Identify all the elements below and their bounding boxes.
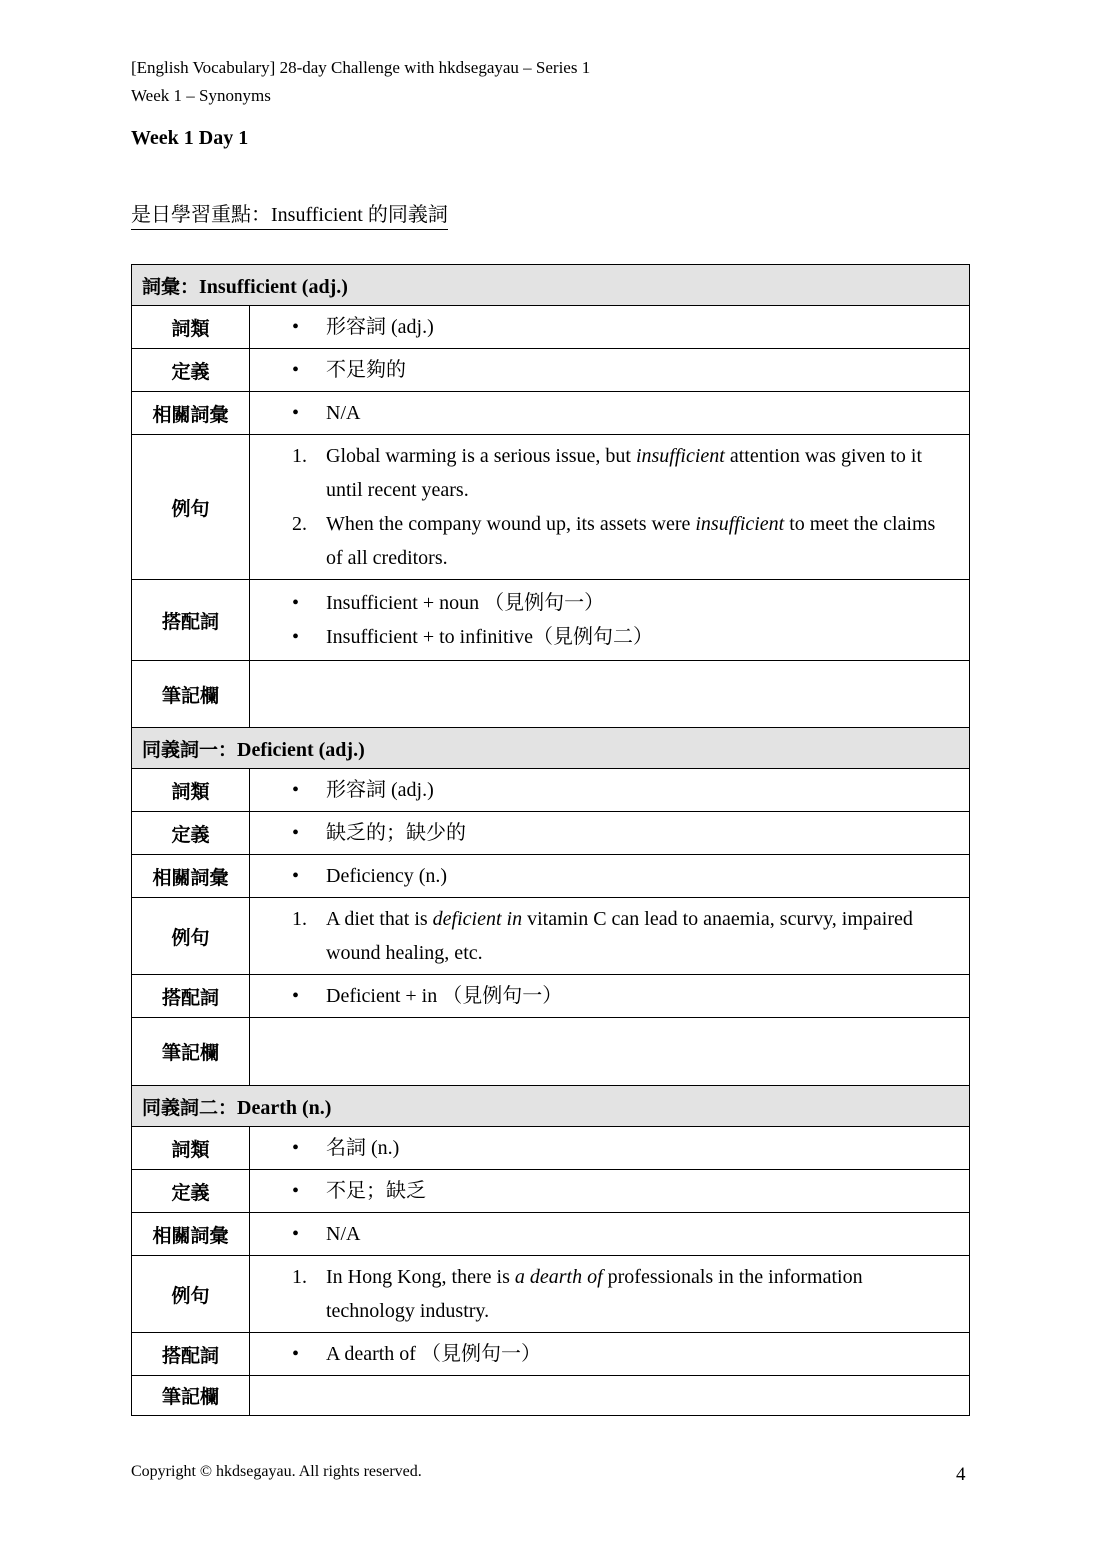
item-text: 名詞 (n.): [326, 1137, 400, 1159]
row-content: [250, 1256, 970, 1333]
section-heading: [132, 265, 970, 306]
item-text: Insufficient + noun （見例句一）: [326, 592, 605, 614]
item-text: N/A: [326, 402, 361, 424]
table-row: [132, 975, 970, 1018]
list-item: [250, 816, 955, 850]
item-text: Deficient + in （見例句一）: [326, 985, 563, 1007]
item-number: 1.: [292, 1266, 307, 1288]
list-item: [250, 902, 955, 970]
item-number: 1.: [292, 908, 307, 930]
table-row: [132, 580, 970, 661]
table-row: [132, 812, 970, 855]
item-text: When the company wound up, its assets were: [326, 513, 696, 535]
highlighted-word: a dearth of: [514, 1266, 603, 1288]
row-content: [250, 769, 970, 812]
list-item: [250, 1217, 955, 1251]
row-label: 例句: [132, 898, 250, 975]
row-label: 詞類: [132, 306, 250, 349]
row-content: [250, 898, 970, 975]
row-label: 詞類: [132, 769, 250, 812]
item-text: to meet the claims of all creditors.: [326, 513, 936, 569]
row-content: [250, 855, 970, 898]
list-item: [250, 439, 955, 507]
row-content: [250, 580, 970, 661]
section-header-row: [132, 1086, 970, 1127]
table-row: [132, 349, 970, 392]
table-row: [132, 392, 970, 435]
item-text: Deficiency (n.): [326, 865, 448, 887]
table-row: [132, 1170, 970, 1213]
row-label: 筆記欄: [132, 1376, 250, 1416]
row-label: 筆記欄: [132, 1018, 250, 1086]
table-row: [132, 306, 970, 349]
list-item: [250, 620, 955, 654]
row-label: 搭配詞: [132, 580, 250, 661]
section-heading-word: Insufficient (adj.): [199, 275, 348, 298]
list-item: [250, 979, 955, 1013]
row-label: 相關詞彙: [132, 392, 250, 435]
item-number: 1.: [292, 445, 307, 467]
table-row: [132, 855, 970, 898]
row-content: [250, 435, 970, 580]
row-content: [250, 1213, 970, 1256]
bullet-icon: •: [292, 402, 300, 424]
item-text: N/A: [326, 1223, 361, 1245]
item-text: A dearth of （見例句一）: [326, 1343, 541, 1365]
highlighted-word: insufficient: [635, 445, 725, 467]
section-heading-zh: 同義詞一：: [142, 738, 238, 761]
notes-field: [250, 1376, 970, 1416]
table-row: [132, 661, 970, 728]
notes-field: [250, 661, 970, 728]
row-content: [250, 306, 970, 349]
item-text: Global warming is a serious issue, but: [326, 445, 636, 467]
bullet-icon: •: [292, 865, 300, 887]
list-item: [250, 1337, 955, 1371]
bullet-icon: •: [292, 316, 300, 338]
row-content: [250, 1333, 970, 1376]
section-heading-word: Deficient (adj.): [237, 738, 365, 761]
item-text: Insufficient + to infinitive（見例句二）: [326, 626, 653, 648]
list-item: [250, 353, 955, 387]
page-number: 4: [956, 1464, 966, 1485]
bullet-icon: •: [292, 626, 300, 648]
list-item: [250, 1131, 955, 1165]
page-title: Week 1 Day 1: [131, 127, 249, 149]
row-label: 相關詞彙: [132, 1213, 250, 1256]
table-row: [132, 1127, 970, 1170]
item-text: 缺乏的；缺少的: [326, 822, 466, 844]
bullet-icon: •: [292, 985, 300, 1007]
row-label: 詞類: [132, 1127, 250, 1170]
row-label: 搭配詞: [132, 975, 250, 1018]
row-content: [250, 1127, 970, 1170]
list-item: [250, 1260, 955, 1328]
list-item: [250, 396, 955, 430]
row-label: 定義: [132, 812, 250, 855]
item-text: A diet that is: [326, 908, 433, 930]
table-row: [132, 1256, 970, 1333]
list-item: [250, 773, 955, 807]
item-number: 2.: [292, 513, 307, 535]
item-text: 不足夠的: [326, 359, 406, 381]
notes-field: [250, 1018, 970, 1086]
table-row: [132, 1376, 970, 1416]
bullet-icon: •: [292, 1343, 300, 1365]
table-row: [132, 435, 970, 580]
item-text: attention was given to it until recent years.: [326, 445, 923, 501]
item-text: professionals in the information technology industry.: [326, 1266, 863, 1322]
section-heading-zh: 同義詞二：: [142, 1096, 238, 1119]
list-item: [250, 310, 955, 344]
learning-focus-heading: 是日學習重點：Insufficient 的同義詞: [131, 198, 448, 230]
list-item: [250, 1174, 955, 1208]
item-text: 不足；缺乏: [326, 1180, 426, 1202]
list-item: [250, 586, 955, 620]
highlighted-word: deficient in: [432, 908, 523, 930]
section-heading: [132, 1086, 970, 1127]
highlighted-word: insufficient: [695, 513, 785, 535]
table-row: [132, 769, 970, 812]
table-row: [132, 1018, 970, 1086]
row-label: 定義: [132, 1170, 250, 1213]
list-item: [250, 507, 955, 575]
copyright-footer: Copyright © hkdsegayau. All rights reserved.: [131, 1463, 422, 1480]
item-text: 形容詞 (adj.): [326, 316, 434, 338]
bullet-icon: •: [292, 359, 300, 381]
row-label: 例句: [132, 1256, 250, 1333]
row-content: [250, 975, 970, 1018]
table-row: [132, 898, 970, 975]
bullet-icon: •: [292, 1180, 300, 1202]
row-label: 定義: [132, 349, 250, 392]
section-heading-word: Dearth (n.): [237, 1096, 332, 1119]
section-heading: [132, 728, 970, 769]
row-label: 搭配詞: [132, 1333, 250, 1376]
table-row: [132, 1333, 970, 1376]
row-content: [250, 349, 970, 392]
row-content: [250, 812, 970, 855]
row-label: 筆記欄: [132, 661, 250, 728]
table-row: [132, 1213, 970, 1256]
section-header-row: [132, 265, 970, 306]
item-text: In Hong Kong, there is: [326, 1266, 515, 1288]
bullet-icon: •: [292, 592, 300, 614]
row-content: [250, 392, 970, 435]
row-content: [250, 1170, 970, 1213]
running-header-week: Week 1 – Synonyms: [131, 86, 271, 105]
list-item: [250, 859, 955, 893]
row-label: 例句: [132, 435, 250, 580]
row-label: 相關詞彙: [132, 855, 250, 898]
vocabulary-table: [131, 264, 970, 1416]
section-heading-zh: 詞彙：: [142, 275, 200, 298]
bullet-icon: •: [292, 1137, 300, 1159]
bullet-icon: •: [292, 822, 300, 844]
section-header-row: [132, 728, 970, 769]
bullet-icon: •: [292, 1223, 300, 1245]
item-text: 形容詞 (adj.): [326, 779, 434, 801]
item-text: vitamin C can lead to anaemia, scurvy, impaired wound healing, etc.: [326, 908, 913, 964]
bullet-icon: •: [292, 779, 300, 801]
running-header-series: [English Vocabulary] 28-day Challenge with hkdsegayau – Series 1: [131, 58, 591, 77]
